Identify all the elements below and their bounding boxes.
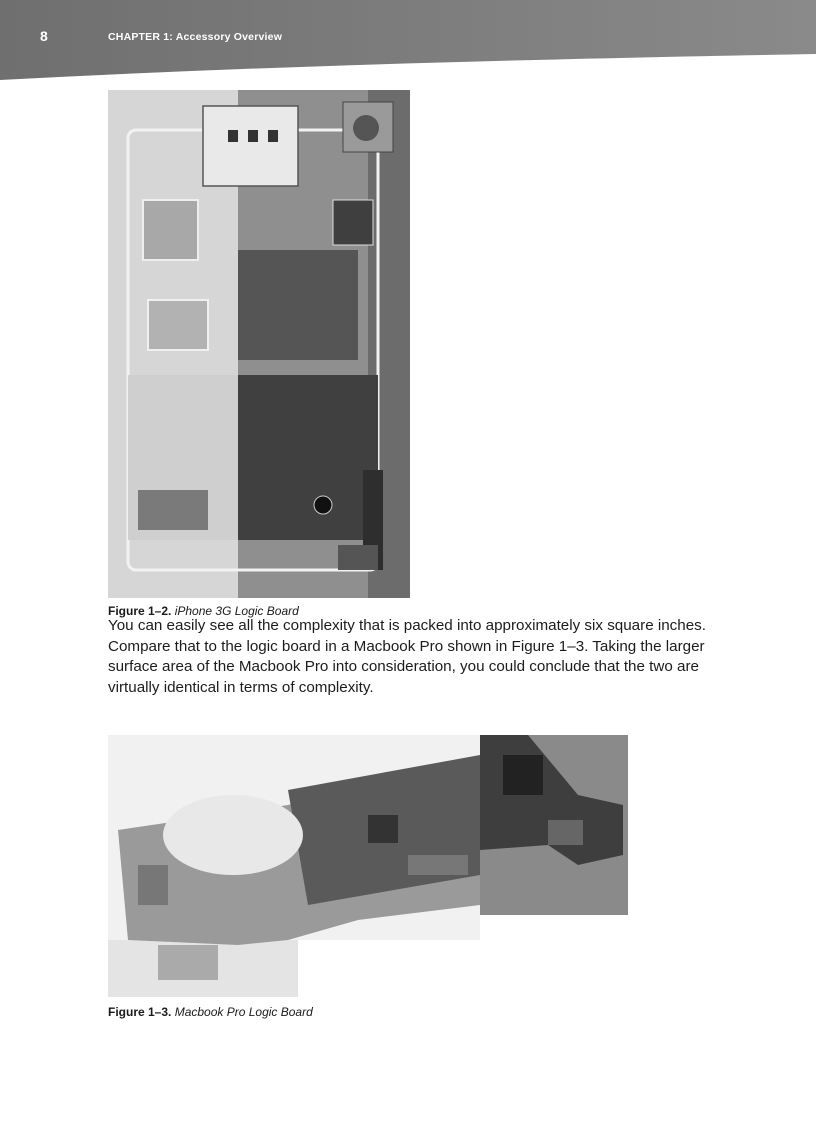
macbook-logic-board-photo xyxy=(108,735,628,997)
figure-iphone-logic-board xyxy=(108,90,410,598)
figure-caption-1-3 xyxy=(108,1004,313,1020)
caption-label: Figure 1–3. xyxy=(108,1005,172,1019)
page-number: 8 xyxy=(40,28,48,44)
chapter-title: CHAPTER 1: Accessory Overview xyxy=(108,31,283,43)
caption-label: Figure 1–2. xyxy=(108,604,172,618)
running-header xyxy=(0,0,816,80)
iphone-logic-board-photo xyxy=(108,90,410,598)
caption-title: Macbook Pro Logic Board xyxy=(174,1005,313,1019)
caption-title: iPhone 3G Logic Board xyxy=(174,604,299,618)
figure-macbook-logic-board xyxy=(108,735,628,997)
body-paragraph: You can easily see all the complexity that is packed into approximately six square inches. Compare that to the logic board in a Macbook Pro shown in Figure 1–3. Taking the larger surface area of the Macbook Pro into consideration, you could conclude that the two are virtually identical in terms of complexity. xyxy=(108,617,706,696)
